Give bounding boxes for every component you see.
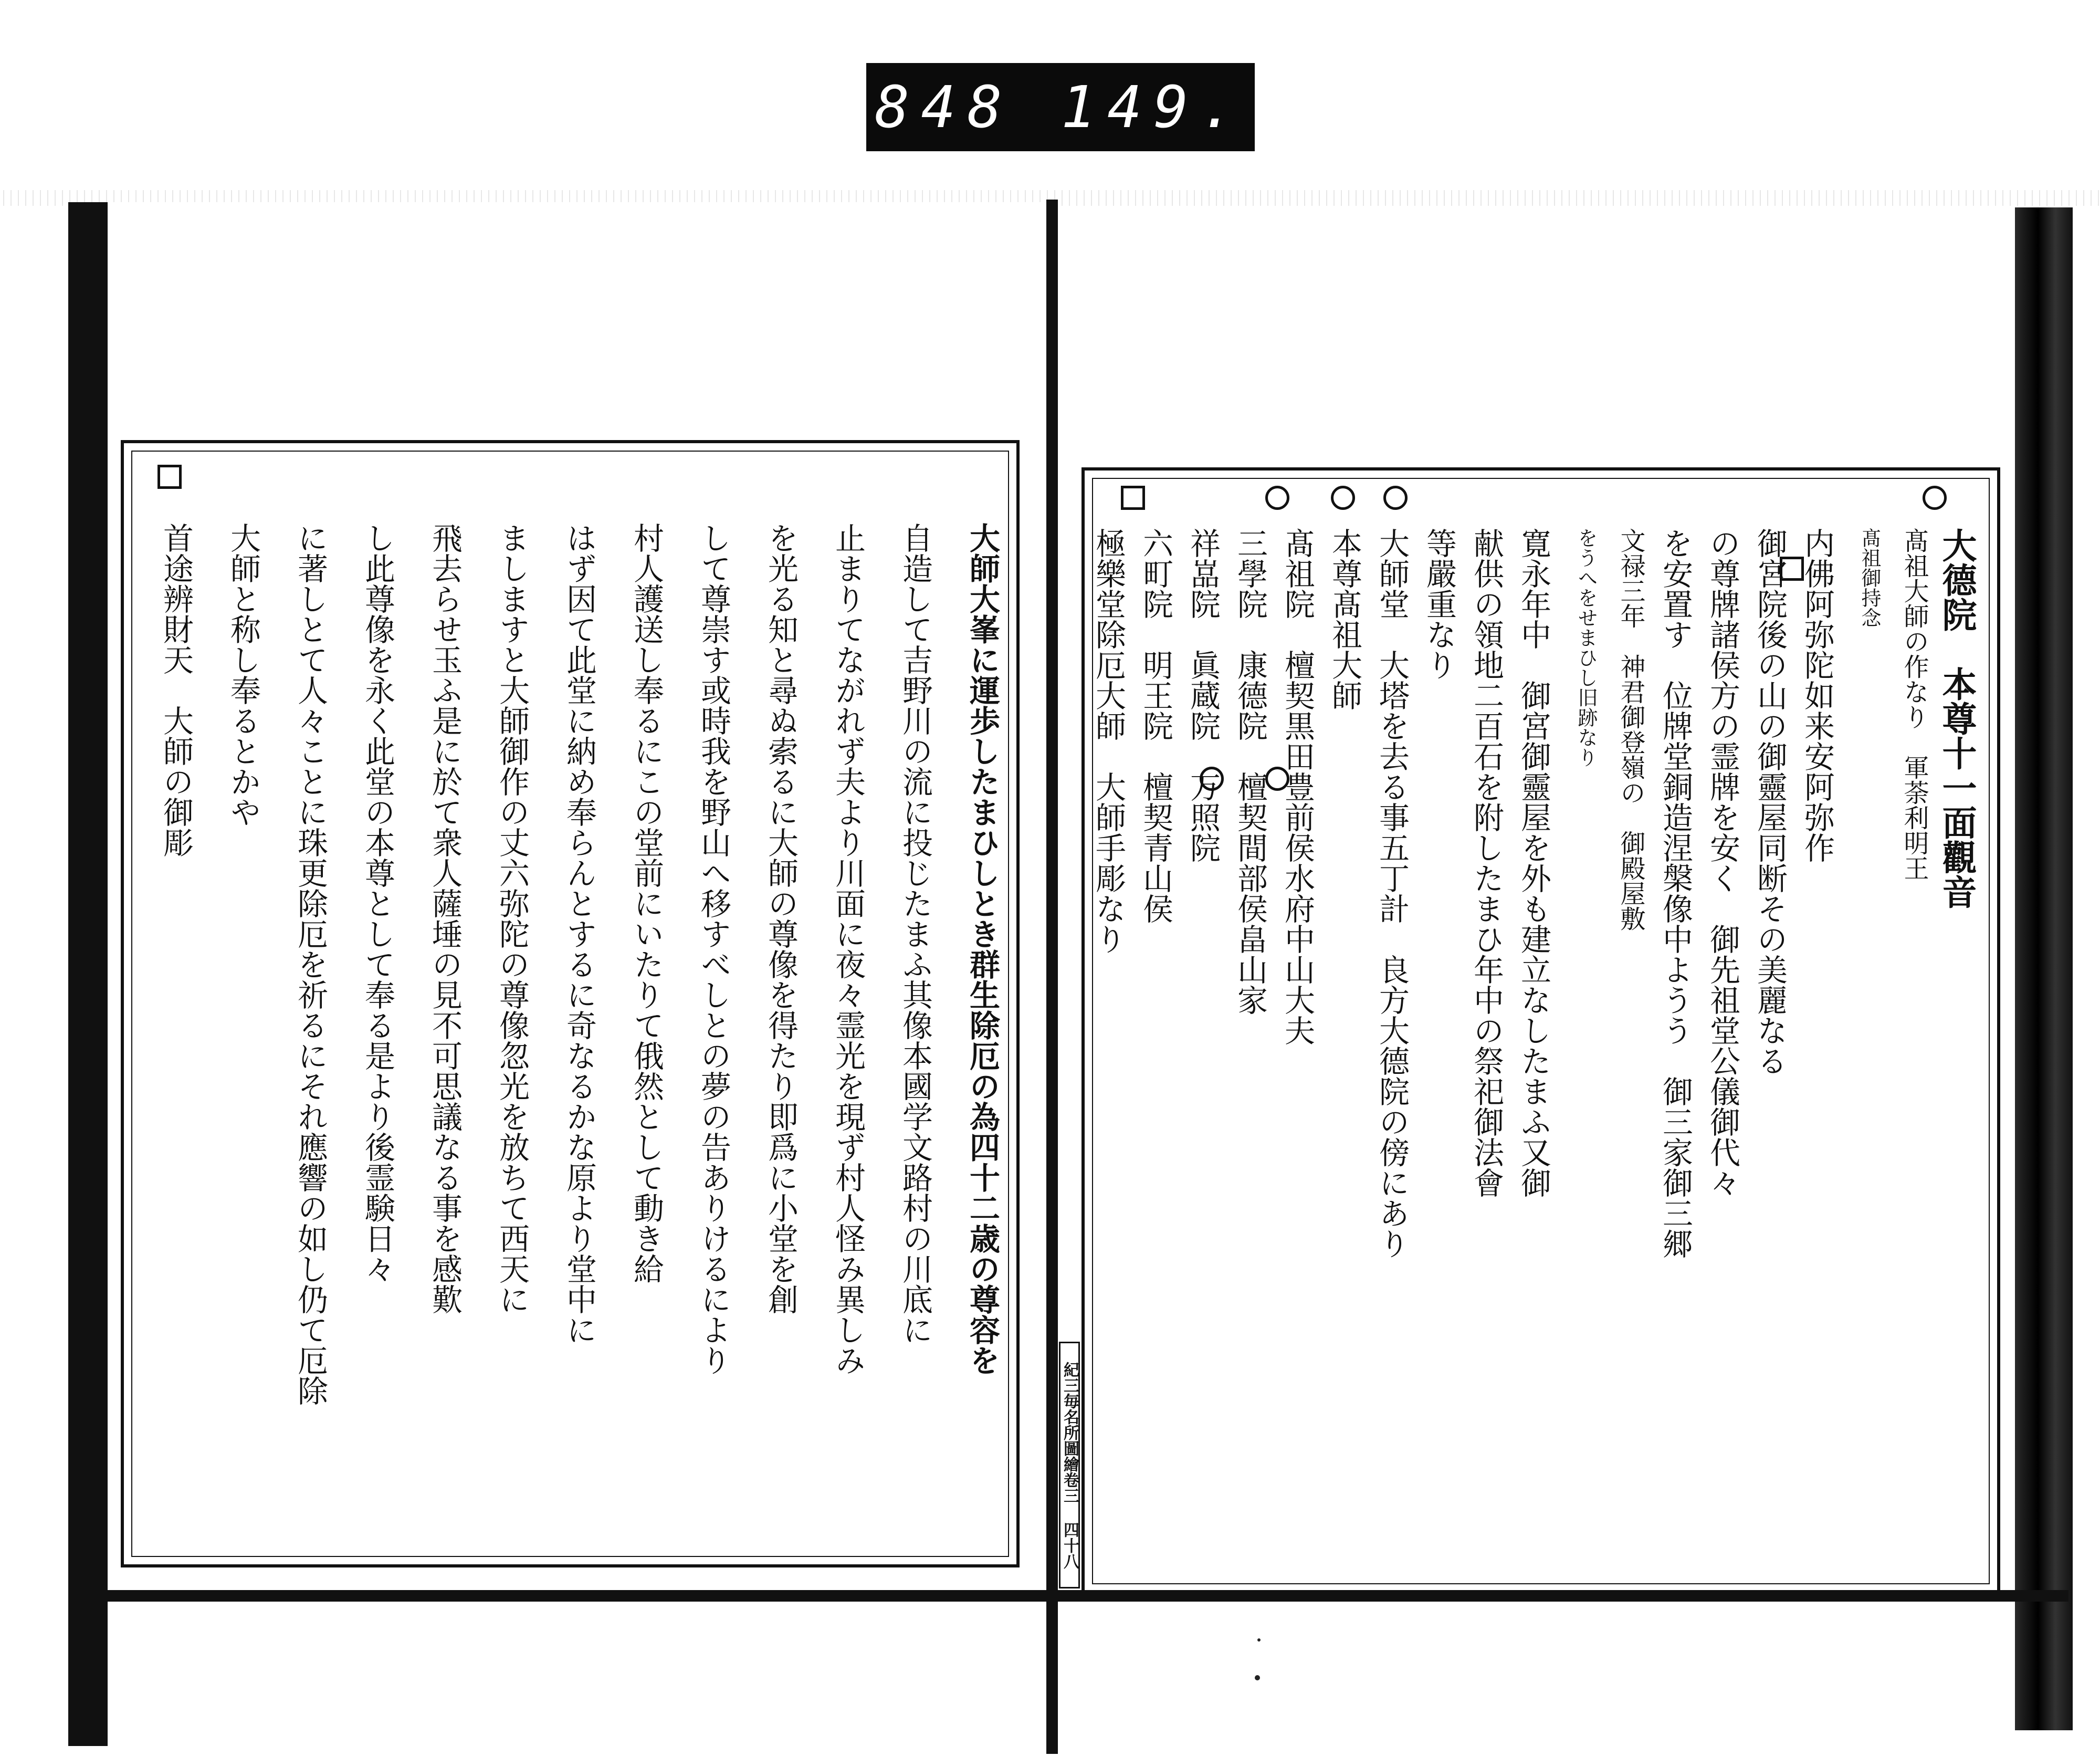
square-mark-icon [158, 465, 182, 489]
circle-mark-icon [1331, 486, 1355, 510]
right-page-text-column: 六町院 明王院 檀契青山侯 [1138, 528, 1173, 924]
left-page-text-column: を光る知と尋ぬ索るに大師の尊像を得たり即爲に小堂を創 [763, 522, 799, 1314]
right-page-text-column: 祥嵓院 眞蔵院 万照院 [1185, 528, 1221, 863]
right-page-text-column: 献供の領地二百石を附したまひ年中の祭祀御法會 [1468, 528, 1504, 1198]
left-page-text-column: して尊崇す或時我を野山へ移すべしとの夢の告ありけるにより [696, 522, 731, 1375]
right-page-text-column: 本尊髙祖大師 [1327, 528, 1362, 710]
right-page-text-column: 大德院 本尊十一面觀音 [1936, 528, 1977, 909]
right-page-text-column: 御宮院後の山の御靈屋同断その美麗なる [1752, 528, 1788, 1076]
book-spine [1046, 200, 1058, 1754]
circle-mark-icon [1923, 486, 1947, 510]
left-page-text-column: はず因て此堂に納め奉らんとするに奇なるかな原より堂中に [561, 522, 597, 1345]
right-page-text-column: 髙祖院 檀契黒田豊前侯水府中山大夫 [1279, 528, 1315, 1046]
right-page-text-column: 三學院 康德院 檀契間部侯畠山家 [1232, 528, 1268, 1015]
gutter-page-tag: 紀三毎名所圖繪卷三 四十八 [1059, 1342, 1080, 1588]
right-page-text-column: 文禄三年 神君御登嶺の 御殿屋敷 [1616, 528, 1645, 931]
right-page-text-column: 大師堂 大塔を去る事五丁計 良方大德院の傍にあり [1374, 528, 1410, 1259]
left-page-text-column: 飛去らせ玉ふ是に於て衆人薩埵の見不可思議なる事を感歎 [427, 522, 463, 1314]
right-page-text-column: 髙祖大師の作なり 軍荼利明王 [1899, 528, 1929, 881]
scan-speck [1257, 1638, 1261, 1642]
circle-mark-icon [1265, 486, 1289, 510]
catalog-number-label [866, 63, 1255, 151]
circle-mark-icon [1383, 486, 1408, 510]
right-page-text-column: 寛永年中 御宮御靈屋を外も建立なしたまふ又御 [1516, 528, 1551, 1198]
right-page-text-column: をうへをせまひし旧跡なり [1574, 528, 1598, 767]
right-page-text-column: 極樂堂除厄大師 大師手彫なり [1090, 528, 1126, 954]
book-right-edge [2015, 207, 2073, 1730]
catalog-number-right: 149. [1060, 74, 1246, 141]
scan-speck [1255, 1675, 1260, 1680]
left-page-text-column: 止まりてながれず夫より川面に夜々霊光を現ず村人怪み異しみ [830, 522, 866, 1375]
left-page-text-column: 大師大峯に運歩したまひしとき群生除厄の為四十二歳の尊容を [964, 522, 1000, 1375]
book-left-edge [68, 202, 108, 1746]
right-page-text-column: 内佛阿弥陀如来安阿弥作 [1799, 528, 1835, 863]
right-page-text-column: を安置す 位牌堂銅造涅槃像中ようう 御三家御三郷 [1657, 528, 1693, 1259]
right-page-text-column: の尊牌諸侯方の霊牌を安く 御先祖堂公儀御代々 [1705, 528, 1740, 1198]
left-page-text-column: ましますと大師御作の丈六弥陀の尊像忽光を放ちて西天に [494, 522, 530, 1314]
catalog-number-left: 848 [875, 74, 1014, 141]
left-page-text-column: 村人護送し奉るにこの堂前にいたりて俄然として動き給 [628, 522, 664, 1284]
left-page-text-column: 大師と称し奉るとかや [225, 522, 261, 827]
right-page-text-column: 髙祖御持念 [1858, 528, 1881, 628]
left-page-text-column: 自造して吉野川の流に投じたまふ其像本國学文路村の川底に [897, 522, 933, 1345]
left-page-text-column: に著しとて人々ことに珠更除厄を祈るにそれ應響の如し仍て厄除 [292, 522, 328, 1406]
left-page-text-column: 首途辨財天 大師の御彫 [158, 522, 194, 858]
square-mark-icon [1121, 486, 1145, 510]
left-page-text-column: し此尊像を永く此堂の本尊として奉る是より後霊験日々 [360, 522, 395, 1284]
right-page-text-column: 等嚴重なり [1421, 528, 1457, 680]
